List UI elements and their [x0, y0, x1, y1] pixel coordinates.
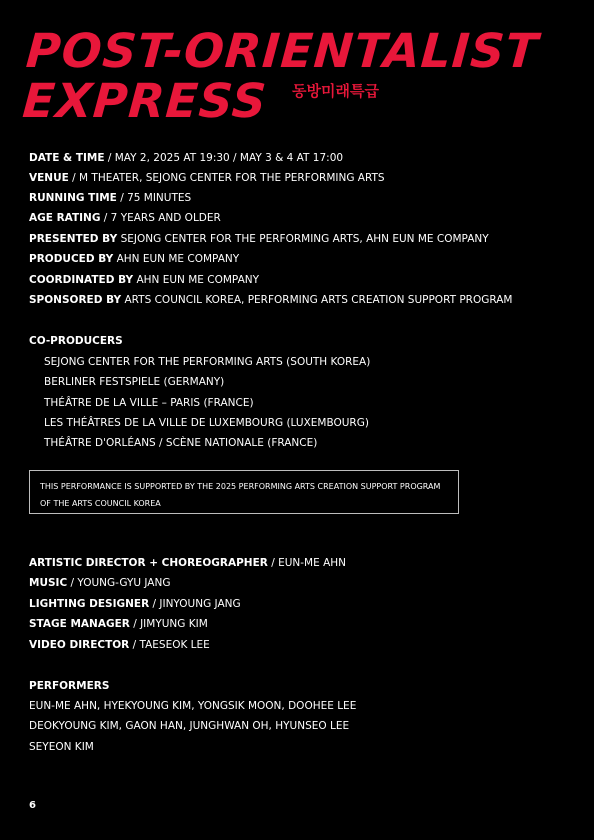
- performers-heading: PERFORMERS: [29, 680, 110, 692]
- performers-line: SEYEON KIM: [29, 741, 94, 753]
- detail-running-time: RUNNING TIME / 75 MINUTES: [29, 192, 192, 204]
- detail-venue: VENUE / M THEATER, SEJONG CENTER FOR THE PERFORMING ARTS: [29, 172, 385, 184]
- detail-coordinated-by: COORDINATED BY AHN EUN ME COMPANY: [29, 274, 260, 286]
- detail-sponsored-by: SPONSORED BY ARTS COUNCIL KOREA, PERFORMING ARTS CREATION SUPPORT PROGRAM: [29, 294, 513, 306]
- notice-line-1: THIS PERFORMANCE IS SUPPORTED BY THE 2025 PERFORMING ARTS CREATION SUPPORT PROGRAM: [40, 482, 441, 491]
- credit-artistic-director: ARTISTIC DIRECTOR + CHOREOGRAPHER / EUN-ME AHN: [29, 557, 347, 569]
- title-line-2: EXPRESS: [20, 74, 269, 129]
- detail-produced-by: PRODUCED BY AHN EUN ME COMPANY: [29, 253, 240, 265]
- coproducer-item: LES THÉÂTRES DE LA VILLE DE LUXEMBOURG (LUXEMBOURG): [44, 417, 369, 429]
- korean-title: 동방미래특급: [292, 82, 379, 100]
- performers-line: DEOKYOUNG KIM, GAON HAN, JUNGHWAN OH, HYUNSEO LEE: [29, 720, 350, 732]
- coproducer-item: THÉÂTRE DE LA VILLE – PARIS (FRANCE): [44, 397, 254, 409]
- credit-music: MUSIC / YOUNG-GYU JANG: [29, 577, 171, 589]
- coproducer-item: BERLINER FESTSPIELE (GERMANY): [44, 376, 225, 388]
- coproducer-item: THÉÂTRE D'ORLÉANS / SCÈNE NATIONALE (FRANCE): [44, 437, 318, 449]
- credit-stage-manager: STAGE MANAGER / JIMYUNG KIM: [29, 618, 208, 630]
- support-notice-box: [29, 470, 459, 514]
- detail-date-time: DATE & TIME / MAY 2, 2025 AT 19:30 / MAY 3 & 4 AT 17:00: [29, 152, 344, 164]
- coproducers-heading: CO-PRODUCERS: [29, 335, 123, 347]
- credit-lighting-designer: LIGHTING DESIGNER / JINYOUNG JANG: [29, 598, 241, 610]
- coproducer-item: SEJONG CENTER FOR THE PERFORMING ARTS (SOUTH KOREA): [44, 356, 371, 368]
- detail-age-rating: AGE RATING / 7 YEARS AND OLDER: [29, 212, 221, 224]
- page-number: 6: [29, 800, 36, 811]
- credit-video-director: VIDEO DIRECTOR / TAESEOK LEE: [29, 639, 210, 651]
- performers-line: EUN-ME AHN, HYEKYOUNG KIM, YONGSIK MOON, DOOHEE LEE: [29, 700, 357, 712]
- detail-presented-by: PRESENTED BY SEJONG CENTER FOR THE PERFORMING ARTS, AHN EUN ME COMPANY: [29, 233, 489, 245]
- title-line-1: POST-ORIENTALIST: [24, 24, 541, 79]
- notice-line-2: OF THE ARTS COUNCIL KOREA: [40, 499, 161, 508]
